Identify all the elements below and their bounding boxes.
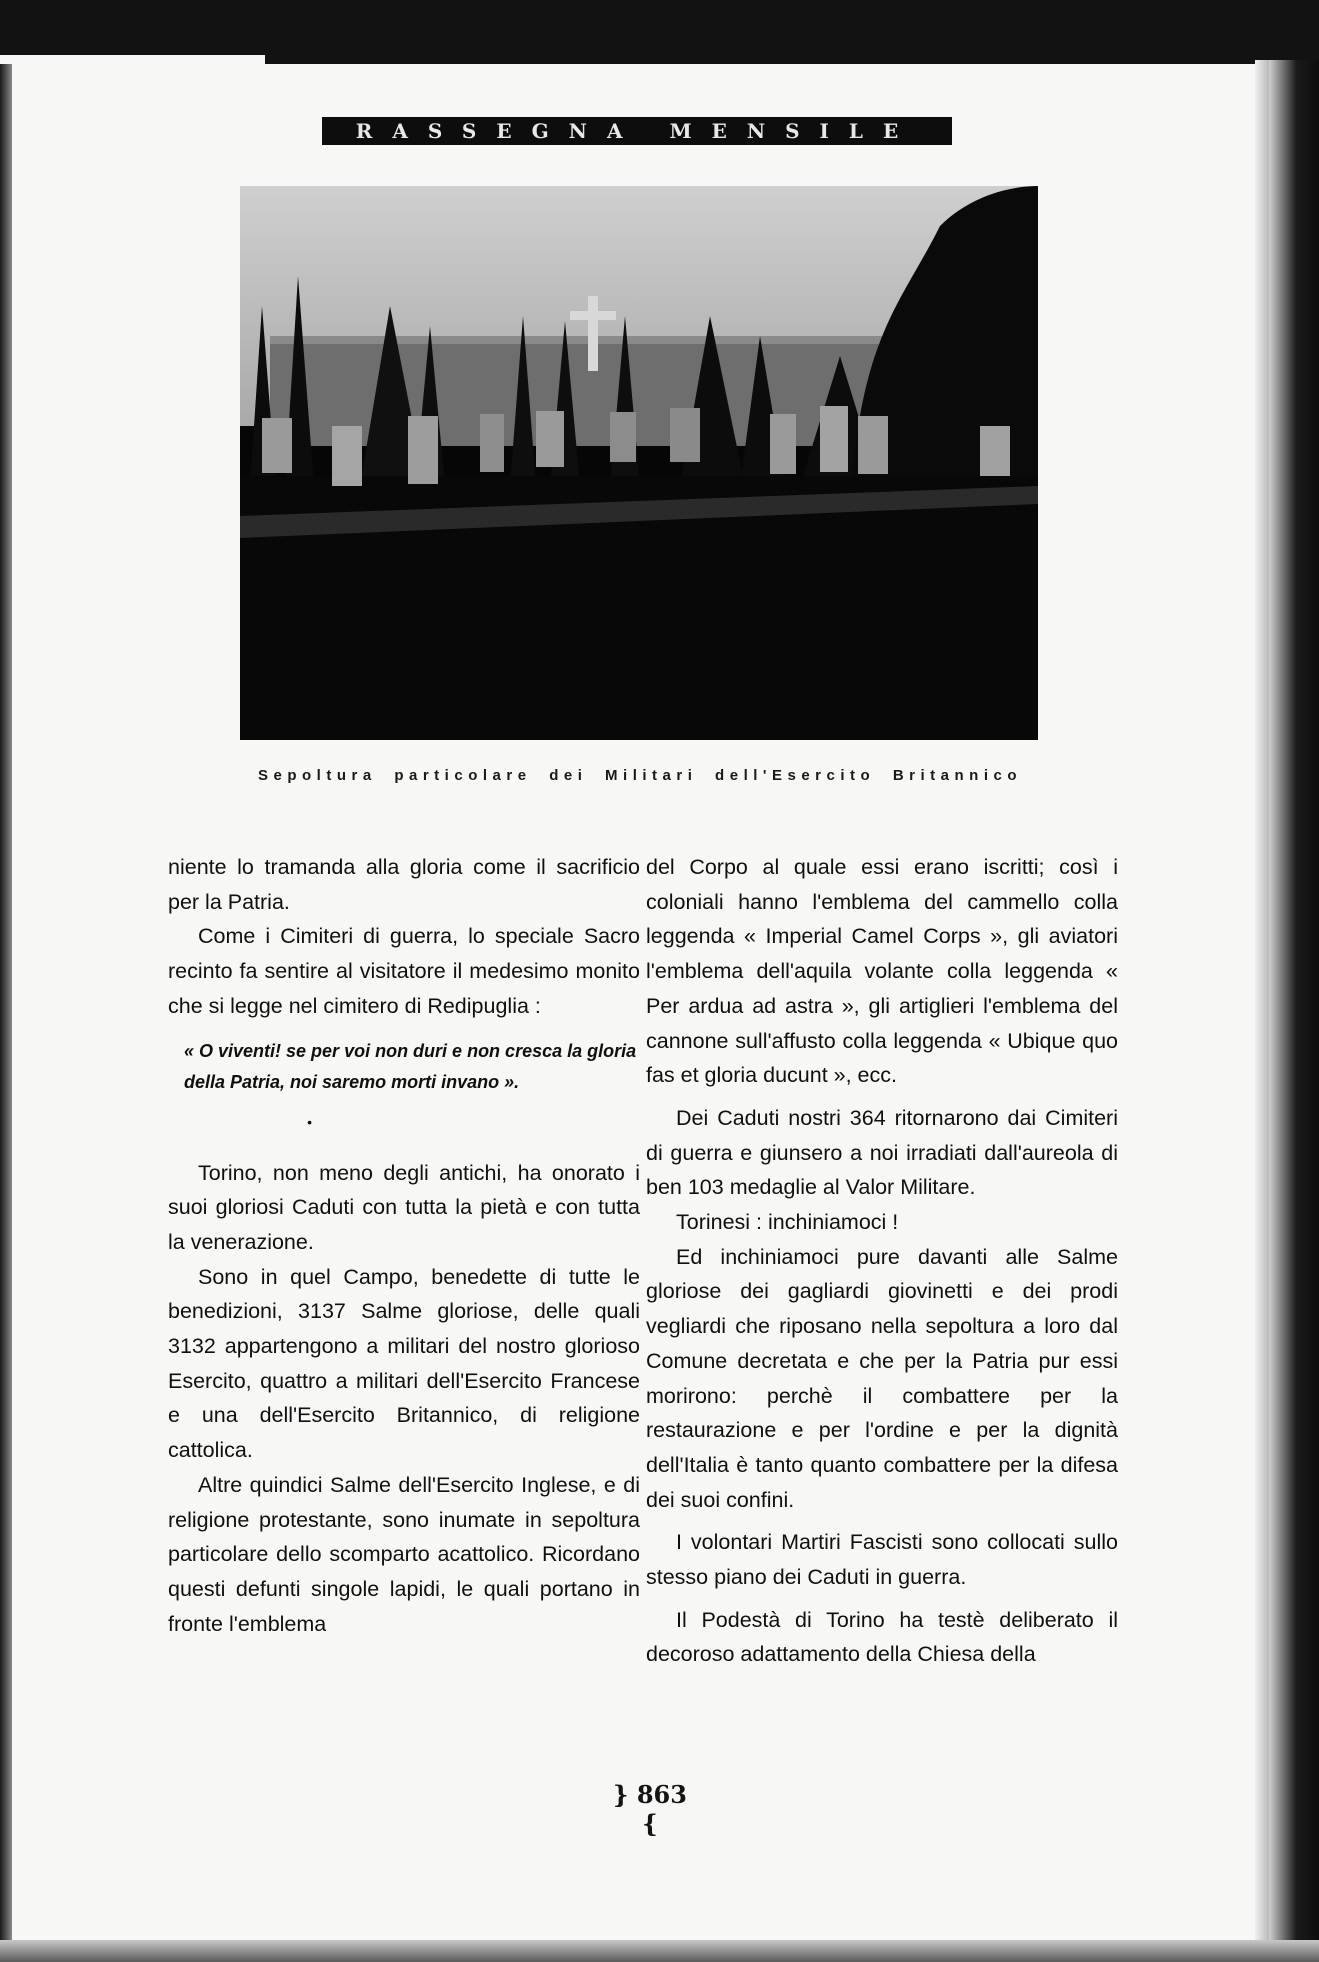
- running-head: RASSEGNA MENSILE: [322, 117, 952, 145]
- paragraph: Torino, non meno degli antichi, ha onorato i suoi gloriosi Caduti con tutta la pietà e con tutta la venerazione.: [168, 1160, 640, 1254]
- page-number: } 863 {: [613, 1780, 687, 1838]
- scan-border-top-left: [0, 0, 268, 55]
- scan-border-left: [0, 64, 12, 1962]
- paragraph: I volontari Martiri Fascisti sono collocati sullo stesso piano dei Caduti in guerra.: [646, 1530, 1118, 1590]
- paragraph: Come i Cimiteri di guerra, lo speciale Sacro recinto fa sentire al visitatore il medesimo monito che si legge nel cimitero di Redipuglia :: [168, 924, 640, 1018]
- paragraph: Ed inchiniamoci pure davanti alle Salme gloriose dei gagliardi giovinetti e dei prodi vegliardi che riposano nella sepoltura a loro dal Comune decretata e che per la Patria pur essi morirono: perchè il combattere per la restaurazione e per l'ordine e per la dignità dell'Italia è tanto quanto combattere per la difesa dei suoi confini.: [646, 1244, 1118, 1512]
- cemetery-photo-image: [240, 186, 1038, 740]
- photo-caption: Sepoltura particolare dei Militari dell'Esercito Britannico: [258, 767, 1022, 784]
- paragraph: Sono in quel Campo, benedette di tutte le benedizioni, 3137 Salme gloriose, delle quali 3132 appartengono a militari del nostro glorioso Esercito, quattro a militari dell'Esercito Francese e una dell'Esercito Britannico, di religione cattolica.: [168, 1264, 640, 1463]
- paragraph: Altre quindici Salme dell'Esercito Inglese, e di religione protestante, sono inumate in sepoltura particolare dello scomparto acattolico. Ricordano questi defunti singole lapidi, le quali portano in fronte l'emblema: [168, 1472, 640, 1636]
- text-column-right: [646, 850, 1118, 1672]
- scan-border-top: [265, 0, 1319, 64]
- paragraph: Torinesi : inchiniamoci !: [676, 1210, 899, 1235]
- cemetery-photo: [240, 186, 1038, 740]
- text-column-left: [168, 850, 640, 1641]
- quote-separator-mark: •: [307, 1113, 313, 1130]
- scan-border-bottom: [0, 1940, 1319, 1962]
- scan-page-edge-right: [1255, 60, 1269, 1962]
- paragraph: del Corpo al quale essi erano iscritti; così i coloniali hanno l'emblema del cammello colla leggenda « Imperial Camel Corps », gli aviatori l'emblema dell'aquila volante colla leggenda « Per ardua ad astra », gli artiglieri l'emblema del cannone sull'affusto colla leggenda « Ubique quo fas et gloria ducunt », ecc.: [646, 855, 1118, 1088]
- paragraph: Il Podestà di Torino ha testè deliberato il decoroso adattamento della Chiesa della: [646, 1607, 1118, 1667]
- scan-border-right: [1269, 60, 1319, 1962]
- quotation: « O viventi! se per voi non duri e non cresca la gloria della Patria, noi saremo morti invano ».: [184, 1040, 637, 1092]
- paragraph: niente lo tramanda alla gloria come il sacrificio per la Patria.: [168, 855, 640, 914]
- paragraph: Dei Caduti nostri 364 ritornarono dai Cimiteri di guerra e giunsero a noi irradiati dall'aureola di ben 103 medaglie al Valor Militare.: [646, 1105, 1118, 1200]
